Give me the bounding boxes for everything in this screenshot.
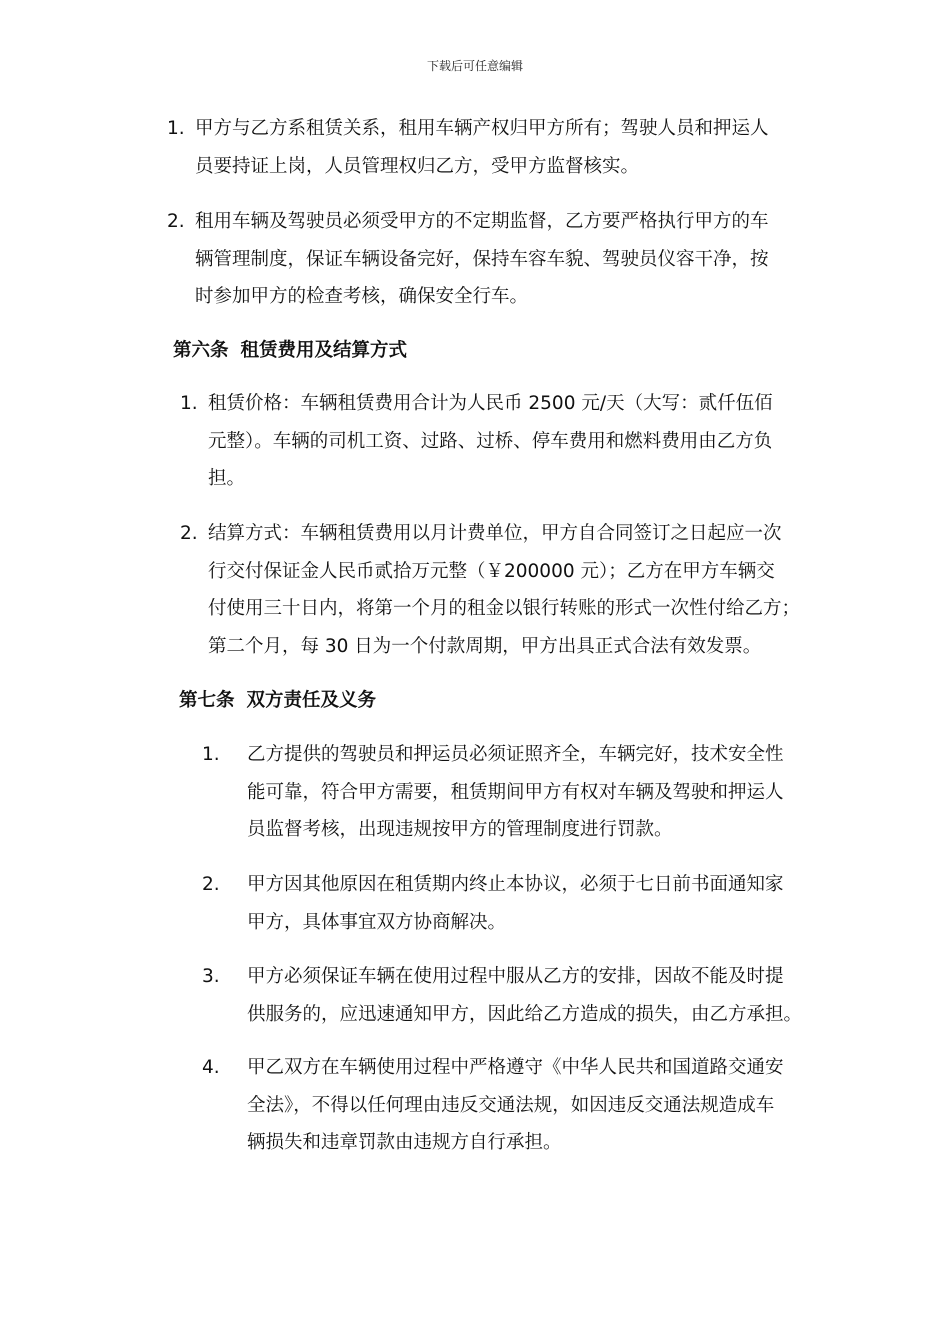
- list-number: 1.: [202, 744, 220, 765]
- item-line: 辆损失和违章罚款由违规方自行承担。: [247, 1132, 562, 1153]
- section-title: 租赁费用及结算方式: [240, 340, 408, 361]
- item-line: 担。: [208, 468, 246, 489]
- item-line: 甲方与乙方系租赁关系，租用车辆产权归甲方所有；驾驶人员和押运人: [195, 118, 769, 139]
- item-line: 甲方因其他原因在租赁期内终止本协议，必须于七日前书面通知家: [247, 874, 784, 895]
- list-item: [180, 385, 773, 498]
- item-line: 第二个月，每 30 日为一个付款周期，甲方出具正式合法有效发票。: [208, 635, 762, 657]
- item-line: 付使用三十日内，将第一个月的租金以银行转账的形式一次性付给乙方；: [208, 598, 801, 619]
- item-line: 元整）。车辆的司机工资、过路、过桥、停车费用和燃料费用由乙方负: [208, 430, 773, 452]
- list-item: [167, 203, 769, 316]
- list-item: [202, 866, 784, 941]
- section-heading: [173, 336, 407, 366]
- item-line: 员要持证上岗，人员管理权归乙方，受甲方监督核实。: [195, 155, 640, 177]
- item-line: 甲乙双方在车辆使用过程中严格遵守《中华人民共和国道路交通安: [247, 1057, 784, 1078]
- list-item: [167, 110, 769, 185]
- list-number: 4.: [202, 1057, 220, 1078]
- item-line: 供服务的，应迅速通知甲方，因此给乙方造成的损失，由乙方承担。: [247, 1003, 803, 1025]
- list-item: [202, 736, 784, 849]
- list-item: [180, 515, 800, 665]
- list-number: 2.: [202, 874, 220, 895]
- list-item: [202, 1049, 784, 1162]
- section-heading: [179, 686, 376, 716]
- item-line: 员监督考核，出现违规按甲方的管理制度进行罚款。: [247, 819, 673, 840]
- item-line: 辆管理制度，保证车辆设备完好，保持车容车貌、驾驶员仪容干净，按: [195, 248, 769, 270]
- item-line: 结算方式：车辆租赁费用以月计费单位，甲方自合同签订之日起应一次: [208, 523, 782, 544]
- item-line: 甲方，具体事宜双方协商解决。: [247, 911, 507, 933]
- list-number: 2.: [180, 523, 198, 544]
- list-number: 2.: [167, 211, 185, 232]
- item-line: 乙方提供的驾驶员和押运员必须证照齐全，车辆完好，技术安全性: [247, 744, 784, 765]
- item-line: 时参加甲方的检查考核，确保安全行车。: [195, 286, 529, 307]
- item-line: 租用车辆及驾驶员必须受甲方的不定期监督，乙方要严格执行甲方的车: [195, 211, 769, 232]
- list-number: 3.: [202, 966, 220, 987]
- page-header: 下载后可任意编辑: [426, 59, 523, 73]
- list-item: [202, 958, 802, 1033]
- list-number: 1.: [167, 118, 185, 139]
- item-line: 租赁价格：车辆租赁费用合计为人民币 2500 元/天（大写：贰仟伍佰: [208, 393, 773, 414]
- section-label: 第七条: [179, 690, 235, 711]
- item-line: 全法》，不得以任何理由违反交通法规，如因违反交通法规造成车: [247, 1094, 775, 1116]
- section-title: 双方责任及义务: [246, 690, 377, 711]
- list-number: 1.: [180, 393, 198, 414]
- item-line: 行交付保证金人民币贰拾万元整（￥200000 元）；乙方在甲方车辆交: [208, 560, 775, 582]
- item-line: 能可靠，符合甲方需要，租赁期间甲方有权对车辆及驾驶和押运人: [247, 781, 784, 803]
- item-line: 甲方必须保证车辆在使用过程中服从乙方的安排，因故不能及时提: [247, 966, 784, 987]
- section-label: 第六条: [173, 340, 229, 361]
